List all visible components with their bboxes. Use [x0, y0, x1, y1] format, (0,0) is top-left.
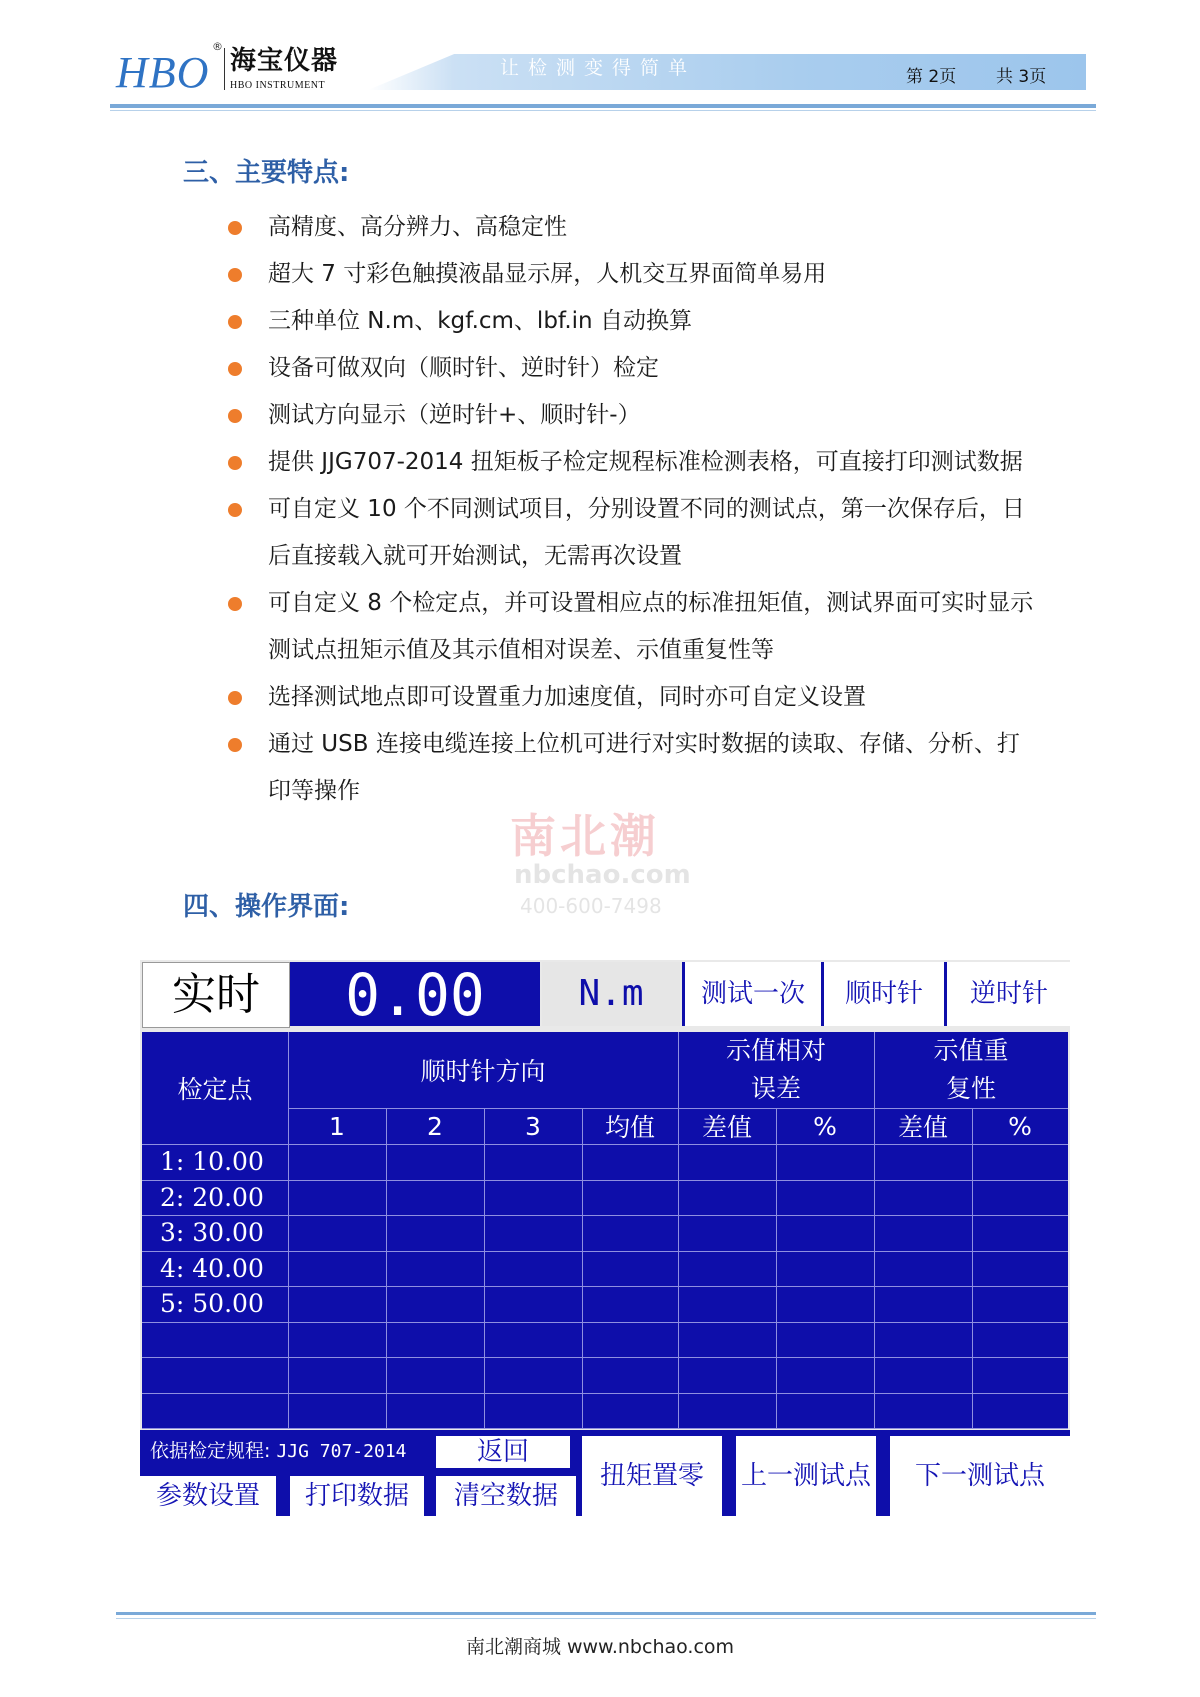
table-cell	[874, 1215, 972, 1251]
header-clockwise-direction: 顺时针方向	[420, 1057, 546, 1086]
bullet-icon	[228, 597, 242, 611]
table-cell	[484, 1393, 582, 1429]
bullet-icon	[228, 221, 242, 235]
bullet-icon	[228, 691, 242, 705]
bullet-icon	[228, 409, 242, 423]
table-cell	[582, 1144, 678, 1180]
table-cell	[972, 1322, 1068, 1358]
table-cell	[972, 1215, 1068, 1251]
grid-line	[288, 1108, 1068, 1109]
table-cell	[386, 1322, 484, 1358]
next-point-button[interactable]: 下一测试点	[890, 1436, 1070, 1516]
feature-item: 超大 7 寸彩色触摸液晶显示屏，人机交互界面简单易用	[220, 251, 1040, 298]
parameter-settings-button[interactable]: 参数设置	[140, 1476, 276, 1516]
table-cell	[484, 1357, 582, 1393]
subheader-mean: 均值	[604, 1113, 655, 1142]
grid-line	[142, 1322, 1068, 1323]
table-cell	[874, 1251, 972, 1287]
feature-item: 选择测试地点即可设置重力加速度值，同时亦可自定义设置	[220, 674, 1040, 721]
feature-item: 提供 JJG707-2014 扭矩板子检定规程标准检测表格，可直接打印测试数据	[220, 439, 1040, 486]
table-cell	[582, 1286, 678, 1322]
footer-rule-thin	[116, 1618, 1096, 1619]
logo-chinese-name: 海宝仪器	[230, 46, 339, 76]
table-cell	[288, 1393, 386, 1429]
table-cell	[776, 1144, 874, 1180]
logo-english-name: HBO INSTRUMENT	[230, 80, 326, 91]
table-cell	[582, 1322, 678, 1358]
calibration-point-row-label: 2: 20.00	[160, 1182, 264, 1212]
table-cell	[288, 1180, 386, 1216]
feature-item: 三种单位 N.m、kgf.cm、lbf.in 自动换算	[220, 298, 1040, 345]
table-cell	[874, 1180, 972, 1216]
table-cell	[874, 1393, 972, 1429]
feature-item: 通过 USB 连接电缆连接上位机可进行对实时数据的读取、存储、分析、打印等操作	[220, 721, 1040, 815]
grid-line	[874, 1032, 875, 1428]
grid-line	[484, 1108, 485, 1428]
bullet-icon	[228, 268, 242, 282]
regulation-basis	[140, 1430, 430, 1472]
table-cell	[678, 1286, 776, 1322]
header-rule-thin	[110, 110, 1096, 111]
calibration-point-row-label	[142, 1393, 288, 1429]
grid-line	[678, 1032, 679, 1428]
table-cell	[678, 1215, 776, 1251]
table-cell	[678, 1251, 776, 1287]
subheader-reading-1: 1	[329, 1111, 345, 1141]
table-cell	[484, 1322, 582, 1358]
grid-line	[776, 1108, 777, 1428]
grid-line	[142, 1144, 1068, 1145]
header-band	[368, 54, 1086, 90]
table-cell	[678, 1357, 776, 1393]
device-topbar	[140, 960, 1070, 1028]
print-data-button[interactable]: 打印数据	[290, 1476, 424, 1516]
table-cell	[582, 1215, 678, 1251]
grid-line	[142, 1357, 1068, 1358]
grid-line	[142, 1251, 1068, 1252]
table-cell	[776, 1322, 874, 1358]
table-cell	[582, 1180, 678, 1216]
table-cell	[776, 1251, 874, 1287]
counterclockwise-button[interactable]: 逆时针	[944, 962, 1071, 1026]
back-button[interactable]: 返回	[436, 1436, 570, 1468]
calibration-point-row-label: 1: 10.00	[160, 1147, 264, 1177]
feature-item: 测试方向显示（逆时针+、顺时针-）	[220, 392, 1040, 439]
table-cell	[776, 1215, 874, 1251]
bullet-icon	[228, 738, 242, 752]
watermark	[430, 780, 730, 970]
watermark-url: nbchao.com	[514, 860, 691, 890]
basis-label: 依据检定规程:	[150, 1440, 271, 1462]
grid-line	[142, 1180, 1068, 1181]
calibration-point-row-label	[142, 1322, 288, 1358]
table-cell	[972, 1251, 1068, 1287]
table-cell	[678, 1393, 776, 1429]
table-cell	[874, 1286, 972, 1322]
grid-line	[142, 1286, 1068, 1287]
torque-readout: 0.00	[290, 962, 540, 1026]
table-cell	[776, 1286, 874, 1322]
company-logo	[116, 40, 356, 100]
torque-zero-button[interactable]: 扭矩置零	[582, 1436, 722, 1516]
footer-rule	[116, 1612, 1096, 1615]
table-cell	[386, 1357, 484, 1393]
section-title-interface: 四、操作界面:	[183, 892, 350, 922]
mode-label: 实时	[142, 962, 290, 1028]
table-cell	[288, 1322, 386, 1358]
table-cell	[484, 1251, 582, 1287]
subheader-repeat-diff: 差值	[897, 1113, 948, 1142]
subheader-repeat-percent: %	[1008, 1111, 1032, 1141]
table-cell	[288, 1251, 386, 1287]
table-cell	[874, 1357, 972, 1393]
table-cell	[484, 1286, 582, 1322]
table-cell	[582, 1357, 678, 1393]
table-cell	[874, 1144, 972, 1180]
slogan: 让检测变得简单	[500, 57, 697, 79]
table-cell	[678, 1322, 776, 1358]
logo-divider	[224, 48, 225, 90]
feature-list	[220, 204, 1040, 815]
grid-line	[582, 1108, 583, 1428]
table-cell	[386, 1144, 484, 1180]
table-cell	[288, 1144, 386, 1180]
table-cell	[484, 1180, 582, 1216]
grid-line	[288, 1032, 289, 1428]
header-repeatability: 示值重复性	[933, 1036, 1009, 1103]
calibration-table	[142, 1032, 1068, 1428]
table-cell	[972, 1357, 1068, 1393]
device-screen	[140, 960, 1070, 1516]
table-cell	[288, 1357, 386, 1393]
subheader-error-percent: %	[813, 1111, 837, 1141]
table-cell	[972, 1144, 1068, 1180]
table-cell	[678, 1144, 776, 1180]
calibration-point-row-label: 4: 40.00	[160, 1253, 264, 1283]
bullet-icon	[228, 315, 242, 329]
subheader-reading-2: 2	[427, 1111, 443, 1141]
clockwise-button[interactable]: 顺时针	[821, 962, 944, 1026]
table-cell	[582, 1251, 678, 1287]
table-cell	[776, 1393, 874, 1429]
table-cell	[386, 1251, 484, 1287]
feature-item: 设备可做双向（顺时针、逆时针）检定	[220, 345, 1040, 392]
header-calibration-point: 检定点	[177, 1075, 253, 1104]
feature-item: 可自定义 8 个检定点，并可设置相应点的标准扭矩值，测试界面可实时显示测试点扭矩示值及其示值相对误差、示值重复性等	[220, 580, 1040, 674]
grid-line	[386, 1108, 387, 1428]
table-cell	[776, 1357, 874, 1393]
registered-mark: ®	[212, 40, 223, 53]
table-cell	[484, 1215, 582, 1251]
device-bottombar	[140, 1430, 1070, 1516]
table-cell	[874, 1322, 972, 1358]
table-cell	[972, 1393, 1068, 1429]
watermark-phone: 400-600-7498	[520, 894, 662, 918]
page-total: 共 3页	[996, 67, 1047, 87]
table-cell	[972, 1180, 1068, 1216]
grid-line	[142, 1393, 1068, 1394]
bullet-icon	[228, 362, 242, 376]
table-cell	[288, 1215, 386, 1251]
header-rule	[110, 104, 1096, 108]
table-cell	[386, 1215, 484, 1251]
calibration-point-row-label: 5: 50.00	[160, 1289, 264, 1319]
previous-point-button[interactable]: 上一测试点	[736, 1436, 876, 1516]
header-relative-error: 示值相对误差	[725, 1036, 826, 1103]
grid-line	[972, 1108, 973, 1428]
subheader-error-diff: 差值	[701, 1113, 752, 1142]
calibration-point-row-label	[142, 1357, 288, 1393]
feature-item: 可自定义 10 个不同测试项目，分别设置不同的测试点，第一次保存后，日后直接载入就可开始测试，无需再次设置	[220, 486, 1040, 580]
grid-line	[142, 1215, 1068, 1216]
table-cell	[484, 1144, 582, 1180]
unit-selector[interactable]: N.m	[542, 962, 680, 1026]
feature-item: 高精度、高分辨力、高稳定性	[220, 204, 1040, 251]
test-once-button[interactable]: 测试一次	[682, 962, 821, 1026]
table-cell	[776, 1180, 874, 1216]
table-cell	[386, 1286, 484, 1322]
subheader-reading-3: 3	[525, 1111, 541, 1141]
calibration-point-row-label: 3: 30.00	[160, 1218, 264, 1248]
page-number: 第 2页	[906, 67, 957, 87]
section-title-features: 三、主要特点:	[183, 158, 350, 188]
logo-mark: HBO	[116, 48, 210, 97]
watermark-cn: 南北潮	[510, 809, 660, 863]
table-cell	[386, 1393, 484, 1429]
table-cell	[678, 1180, 776, 1216]
table-cell	[582, 1393, 678, 1429]
table-cell	[386, 1180, 484, 1216]
basis-standard: JJG 707-2014	[276, 1441, 407, 1462]
table-cell	[288, 1286, 386, 1322]
table-cell	[972, 1286, 1068, 1322]
footer-text: 南北潮商城 www.nbchao.com	[465, 1636, 735, 1658]
bullet-icon	[228, 503, 242, 517]
grid-line	[142, 1428, 1068, 1429]
bullet-icon	[228, 456, 242, 470]
clear-data-button[interactable]: 清空数据	[436, 1476, 576, 1516]
